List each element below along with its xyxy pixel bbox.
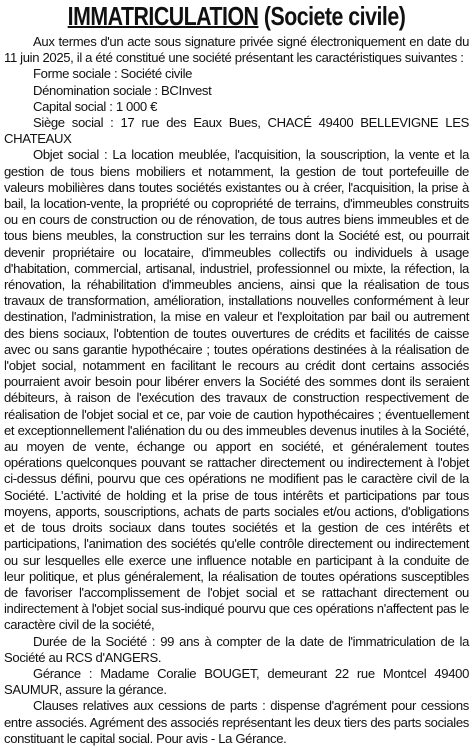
gerance-paragraph: Gérance : Madame Coralie BOUGET, demeurant 22 rue Montcel 49400 SAUMUR, assure la gérance. bbox=[4, 665, 469, 698]
duree-paragraph: Durée de la Société : 99 ans à compter de la date de l'immatriculation de la Société au RCS d'ANGERS. bbox=[4, 633, 469, 665]
intro-paragraph: Aux termes d'un acte sous signature privée signé électroniquement en date du 11 juin 2025, il a été constitué une société présentant les caractéristiques suivantes : bbox=[4, 34, 469, 66]
capital-line: Capital social : 1 000 € bbox=[33, 98, 158, 114]
objet-social-paragraph: Objet social : La location meublée, l'acquisition, la souscription, la vente et la gestion de tous biens mobiliers et notamment, la gestion de tout portefeuille de valeurs mobilières dans toutes sociétés existantes ou à créer, l'acquisition, la prise à bail, la location-vente, la propriété ou copropriété de terrains, d'immeubles construits ou en cours de construction ou de rénovation, de tous autres biens immeubles et de tous biens meubles, la construction sur les terrains dont la Société est, ou pourrait devenir propriétaire ou locataire, d'immeubles collectifs ou individuels à usage d'habitation, commercial, artisanal, industriel, professionnel ou mixte, la réfection, la rénovation, la réhabilitation d'immeubles anciens, ainsi que la réalisation de tous travaux de transformation, amélioration, installations nouvelles conformément à leur destination, l'administration, la mise en valeur et l'exploitation par bail ou autrement des biens sociaux, l'obtention de toutes ouvertures de crédits et facilités de caisse avec ou sans garantie hypothécaire ; toutes opérations destinées à la réalisation de l'objet social, notamment en facilitant le recours au crédit dont certains associés pourraient avoir besoin pour libérer envers la Société des sommes dont ils seraient débiteurs, à raison de l'exécution des travaux de construction respectivement de réalisation de l'objet social et ce, par voie de caution hypothécaires ; éventuellement et exceptionnellement l'aliénation du ou des immeubles devenus inutiles à la Société, au moyen de vente, échange ou apport en société, et généralement toutes opérations quelconques pouvant se rattacher directement ou indirectement à l'objet ci-dessus défini, pourvu que ces opérations ne modifient pas le caractère civil de la Société. L'activité de holding et la prise de tous intérêts et participations par tous moyens, apports, souscriptions, achats de parts sociales et/ou actions, d'obligations et de tous droits sociaux dans toutes sociétés et la gestion de ces intérêts et participations, l'animation des sociétés qu'elle contrôle directement ou indirectement ou sur lesquelles elle exerce une influence notable en participant à la conduite de leur politique, et plus généralement, la réalisation de toutes opérations susceptibles de favoriser l'accomplissement de l'objet social et se rattachant directement ou indirectement à l'objet social sus-indiqué pourvu que ces opérations n'affectent pas le caractère civil de la société, bbox=[4, 147, 469, 633]
notice-body bbox=[4, 34, 469, 747]
forme-sociale-line: Forme sociale : Société civile bbox=[33, 66, 193, 82]
legal-notice bbox=[4, 2, 469, 747]
clauses-paragraph: Clauses relatives aux cessions de parts : dispense d'agrément pour cessions entre associés. Agrément des associés représentant les deux tiers des parts sociales constituant le capital social. Pour avis - La Gérance. bbox=[4, 698, 469, 746]
siege-line: Siège social : 17 rue des Eaux Bues, CHACÉ 49400 BELLEVIGNE LES CHATEAUX bbox=[4, 115, 469, 147]
notice-title-main: IMMATRICULATION bbox=[67, 1, 259, 31]
notice-title-suffix: (Societe civile) bbox=[258, 1, 406, 31]
denomination-line: Dénomination sociale : BCInvest bbox=[33, 82, 212, 98]
notice-title bbox=[46, 2, 427, 30]
